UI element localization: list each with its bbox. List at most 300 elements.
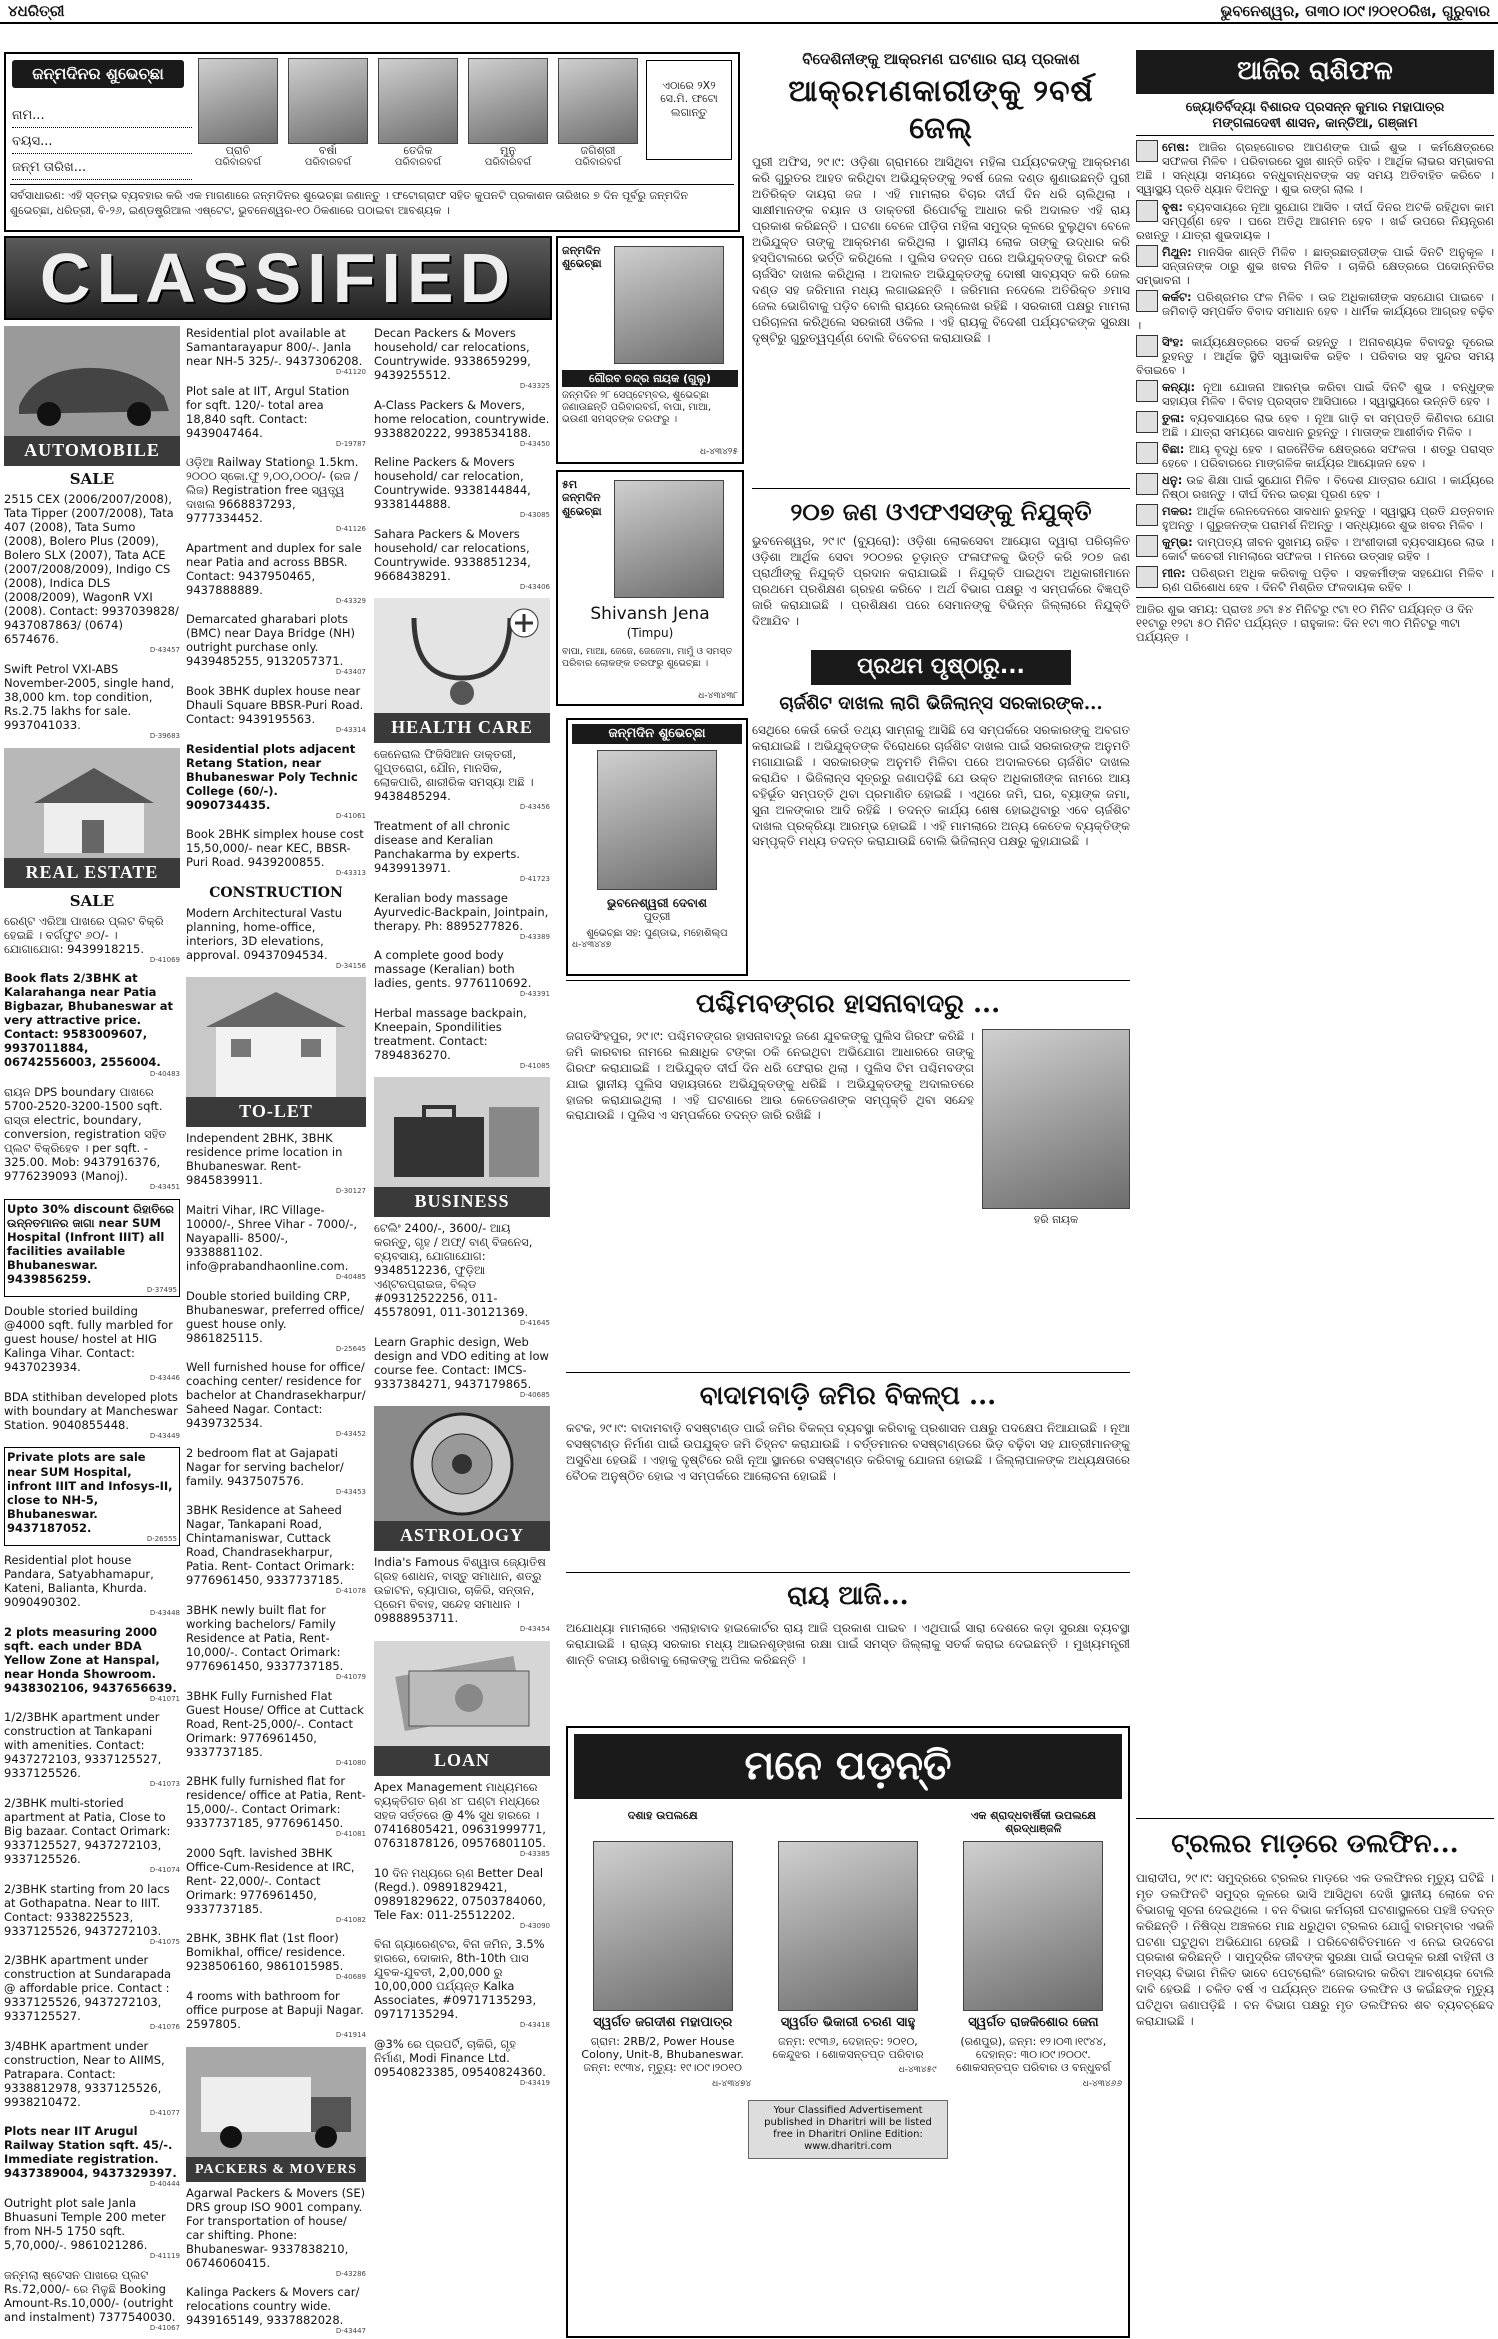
rasi-text: ବ୍ୟବସାୟରେ ନୂଆ ସୁଯୋଗ ଆସିବ । ଦୀର୍ଘ ଦିନର ଅଟକି ରହିଥିବା କାମ ସମ୍ପୂର୍ଣ୍ଣ ହେବ । ଘରେ ଅତିଥି ଆଗମନ ହେବ । ଖର୍ଚ୍ଚ ଉପରେ ନିୟନ୍ତ୍ରଣ ରଖନ୍ତୁ । ଯାତ୍ରା ଶୁଭଦାୟକ । [1136,199,1494,242]
child-name: ବର୍ଷା [318,144,338,157]
classified-ad-text: 3BHK newly built flat for working bachelors/ Family Residence at Patia, Rent- 10,000/-. Contact Orimark: 9776961450, 9337737185. [186,1602,344,1674]
real-estate-image [4,748,180,858]
first-page-headline: ଚାର୍ଜଶିଟ ଦାଖଲ ଲାଗି ଭିଜିଲାନ୍ସ ସରକାରଙ୍କ... [779,692,1103,714]
classified-ad-text: 2BHK fully furnished flat for residence/ office at Patia, Rent-15,000/-. Contact Orimark: 9337737185, 9776961450. [186,1774,366,1831]
category-to-let: TO-LET [186,1097,366,1127]
classified-ad-code: D-41723 [519,874,550,883]
zodiac-sign-icon [1136,442,1158,464]
birthday-box-3-relation: ପୁତ୍ରୀ [643,910,671,924]
classified-ad-text: ଓଡ଼ିଆ Railway Stationରୁ 1.5km. ୨୦୦୦ ସ୍କୋ.ଫୁ ୨,୦୦,୦୦୦/- (ରଜ / ଲିଜ) Registration free ସ୍ୱତ୍ତ୍ୱ ଦାଖଲ 9668837293, 9777334452. [186,455,359,526]
classified-ad [186,906,366,971]
classified-ad [4,2039,180,2118]
classified-ad-code: D-40689 [335,1973,366,1982]
rasi-name: କୁମ୍ଭ: [1162,534,1193,549]
classified-ad [374,398,550,449]
classified-ad [4,662,180,741]
classified-ad-code: D-43325 [519,382,550,391]
classified-ad-code: D-43448 [149,1609,180,1618]
rasi-text: ଦାମ୍ପତ୍ୟ ଜୀବନ ସୁଖମୟ ରହିବ । ଅଂଶୀଦାରୀ ବ୍ୟବସାୟରେ ଲାଭ । କୋର୍ଟ କଚେରୀ ମାମଲାରେ ସଫଳତା । ମନରେ ଉତ୍ସାହ ରହିବ । [1162,534,1494,563]
classified-ad [374,1006,550,1071]
classified-ad-code: D-43419 [519,2078,550,2087]
obituary-name: ସ୍ୱର୍ଗତ ଭିକାରୀ ଚରଣ ସାହୁ [780,2014,916,2030]
classified-ad [4,2268,180,2333]
child-card [558,58,638,176]
child-photo [198,58,278,144]
classified-ad-text: A complete good body massage (Keralian) both ladies, gents. 9776110692. [374,948,532,991]
birthday-box-2 [556,470,744,706]
birthday-box-1-photo [614,246,724,364]
classified-ad [186,1289,366,1354]
classified-ad-code: D-41079 [335,1673,366,1682]
sale-heading: SALE [69,469,115,488]
child-card [288,58,368,176]
classified-ad-code: D-25645 [335,1344,366,1353]
classified-ad-text: Double storied building CRP, Bhubaneswar, preferred office/ guest house only. 9861825115. [186,1288,365,1345]
classified-ad-text: Treatment of all chronic disease and Keralian Panchakarma by experts. 9439913971. [374,818,521,875]
classified-ad [374,1221,550,1328]
classified-ad-code: D-41078 [335,1587,366,1596]
to-let-image [186,977,366,1097]
story6-body: ପାରାଦୀପ, ୨୯।୯: ସମୁଦ୍ରରେ ଟ୍ରଲର ମାଡ଼ରେ ଏକ ଡଲଫିନର ମୃତ୍ୟୁ ଘଟିଛି । ମୃତ ଡଲଫିନଟି ସମୁଦ୍ର କୂଳରେ ଭାସି ଆସିଥିବା ଦେଖି ସ୍ଥାନୀୟ ଲୋକେ ବନ ବିଭାଗକୁ ସୂଚନା ଦେଇଥିଲେ । ବନ ବିଭାଗ କର୍ମଚାରୀ ଘଟଣାସ୍ଥଳରେ ପହଞ୍ଚି ତଦନ୍ତ କରିଛନ୍ତି । ନିଷିଦ୍ଧ ଅଞ୍ଚଳରେ ମାଛ ଧରୁଥିବା ଟ୍ରଲର ଯୋଗୁଁ ବାରମ୍ବାର ଏଭଳି ଘଟଣା ଘଟୁଥିବା ଅଭିଯୋଗ ହେଉଛି । ପରିବେଶବିତମାନେ ଏ ନେଇ ଉଦବେଗ ପ୍ରକାଶ କରିଛନ୍ତି । ସାମୁଦ୍ରିକ ଜୀବଙ୍କ ସୁରକ୍ଷା ପାଇଁ ଉପକୂଳ ରକ୍ଷୀ ବାହିନୀ ଓ ମତ୍ସ୍ୟ ବିଭାଗ ମିଳିତ ଭାବେ ପେଟ୍ରୋଲିଂ ଜୋରଦାର କରିବା ଆବଶ୍ୟକ ବୋଲି ଦାବି ହେଉଛି । ଚଳିତ ବର୍ଷ ଏ ପର୍ଯ୍ୟନ୍ତ ଅନେକ ଡଲଫିନ ଓ କଇଁଛଙ୍କ ମୃତ୍ୟୁ ଘଟିଥିବା ଜଣାପଡ଼ିଛି । ବନ ବିଭାଗ ପକ୍ଷରୁ ମୃତ ଡଲଫିନର ଶବ ବ୍ୟବଚ୍ଛେଦ କରାଯାଇଛି । [1136,1870,1494,2029]
classified-ad-code: D-43454 [519,1625,550,1634]
classified-ad-text: 2000 Sqft. lavished 3BHK Office-Cum-Residence at IRC, Rent- 22,000/-. Contact Orimark: 9776961450, 9337737185. [186,1845,355,1916]
classified-ad-text: 3/4BHK apartment under construction, Near to AIIMS, Patrapara. Contact: 9338812978, 9337125526, 9938210472. [4,2038,165,2109]
classified-ad [4,1710,180,1789]
story1-kicker: ବିଦେଶିନୀଙ୍କୁ ଆକ୍ରମଣ ଘଟଣାର ରାୟ ପ୍ରକାଶ [802,50,1080,68]
story2-body: ଭୁବନେଶ୍ୱର, ୨୯।୯ (ବ୍ୟୁରୋ): ଓଡ଼ିଶା ଲୋକସେବା ଆୟୋଗ ଦ୍ୱାରା ପରିଚାଳିତ ଓଡ଼ିଶା ଆର୍ଥିକ ସେବା ୨୦୦୭ର ଚୂଡ଼ାନ୍ତ ଫଳାଫଳକୁ ଭିତ୍ତି କରି ୨୦୭ ଜଣ ପ୍ରାର୍ଥୀଙ୍କୁ ନିଯୁକ୍ତି ପ୍ରଦାନ କରାଯାଇଛି । ନିଯୁକ୍ତି ପାଇଥିବା ଅଧିକାରୀମାନେ ପ୍ରଥମେ ପ୍ରଶିକ୍ଷଣ ଗ୍ରହଣ କରିବେ । ଅର୍ଥ ବିଭାଗ ପକ୍ଷରୁ ଏ ସମ୍ପର୍କରେ ବିଜ୍ଞପ୍ତି ଜାରି କରାଯାଇଛି । ପ୍ରଶିକ୍ଷଣ ପରେ ସେମାନଙ୍କୁ ବିଭିନ୍ନ ଜିଲ୍ଲାରେ ନିଯୁକ୍ତି ଦିଆଯିବ । [752,534,1130,629]
obituary-label [759,1809,936,1837]
classified-ad [374,891,550,942]
birthday-box-1 [556,236,744,464]
house-icon [4,748,180,858]
rasi-text: ପରିଶ୍ରମ ଅଧିକ କରିବାକୁ ପଡ଼ିବ । ସହକର୍ମୀଙ୍କ ସହଯୋଗ ମିଳିବ । ଋଣ ପରିଶୋଧ ହେବ । ଦିନଟି ମିଶ୍ରିତ ଫଳଦାୟକ ରହିବ । [1162,565,1494,594]
child-name: ଜଗିଶ୍ରୀ [580,144,616,157]
classified-column-3 [374,326,550,2336]
classified-ad-text: Book flats 2/3BHK at Kalarahanga near Patia Bigbazar, Bhubaneswar at very attractive price. Contact: 9583009607, 9937011884, 06742556003, 2556004. [4,971,174,1070]
zodiac-sign-icon [1136,380,1158,402]
classified-ad [4,1796,180,1875]
classified-ad-code: D-41120 [335,368,366,377]
classified-ad [374,747,550,812]
classified-ad [4,1882,180,1947]
classified-ad-text: Double storied building @4000 sqft. fully marbled for guest house/ hostel at HIG Kalinga Vihar. Contact: 9437023934. [4,1304,173,1375]
classified-ad-text: 1/2/3BHK apartment under construction at Tankapani with amenities. Contact: 9437272103, 9337125527, 9337125526. [4,1710,162,1781]
birthday-form-title: ଜନ୍ମଦିନର ଶୁଭେଚ୍ଛା [12,60,184,88]
form-field-age[interactable]: ବୟସ... [12,128,192,154]
rasi-text: ନୂଆ ଯୋଜନା ଆରମ୍ଭ କରିବା ପାଇଁ ଦିନଟି ଶୁଭ । ବନ୍ଧୁଙ୍କ ସହାୟତା ମିଳିବ । ବିବାହ ପ୍ରସ୍ତାବ ଆସିପାରେ । ସ୍ୱାସ୍ଥ୍ୟରେ ଉନ୍ନତି ହେବ । [1162,379,1494,408]
classified-ad-code: D-40685 [519,1390,550,1399]
child-photo [558,58,638,144]
rasi-entry [1136,200,1494,242]
classified-column-2 [186,326,366,2336]
story2-headline: ୨୦୭ ଜଣ ଓଏଫଏସଙ୍କୁ ନିଯୁକ୍ତି [790,497,1092,526]
story4-headline: ବାଦାମବାଡ଼ି ଜମିର ବିକଳ୍ପ ... [699,1381,997,1411]
classified-ad-code: D-43447 [335,2327,366,2336]
packers-image [186,2047,366,2157]
classified-ad-code: D-41077 [149,2108,180,2117]
birthday-box-3-header: ଜନ୍ମଦିନ ଶୁଭେଚ୍ଛା [572,724,742,744]
birthday-notice: ସର୍ବସାଧାରଣ: ଏହି ସ୍ତମ୍ଭ ବ୍ୟବହାର କରି ଏକ ମାଗଣାରେ ଜନ୍ମଦିନର ଶୁଭେଚ୍ଛା ଜଣାନ୍ତୁ । ଫଟୋଗ୍ରାଫ ସହିତ କୁପନଟି ପ୍ରକାଶନ ତାରିଖର ୭ ଦିନ ପୂର୍ବରୁ ଜନ୍ମଦିନ ଶୁଭେଚ୍ଛା, ଧରିତ୍ରୀ, ବି-୨୬, ଇଣ୍ଡଷ୍ଟ୍ରିଆଲ ଏଷ୍ଟେଟ, ଭୁବନେଶ୍ୱର-୧୦ ଠିକଣାରେ ପଠାଇବା ଆବଶ୍ୟକ । [10,184,734,219]
classified-ad [186,384,366,449]
category-packers: PACKERS & MOVERS [186,2157,366,2182]
obituary-label: ଏକ ଶ୍ରାଦ୍ଧବାର୍ଷିକୀ ଉପଲକ୍ଷେ ଶ୍ରଦ୍ଧାଞ୍ଜଳି [970,1808,1097,1836]
classified-ad-text: ବିନା ଗ୍ୟାରେଣ୍ଟର, ବିନା ଜମିନ, 3.5% ହାରରେ, ଦୋକାନ, 8th-10th ପାସ ଯୁବକ-ଯୁବତୀ, 2,00,000 ରୁ 10,00,000 ପର୍ଯ୍ୟନ୍ତ Kalka Associates, #09717135293, 09717135294. [374,1937,545,2022]
loan-image [374,1641,550,1746]
children-photo-row [198,58,638,176]
classified-ad-code: D-41069 [149,955,180,964]
classified-ad [186,1846,366,1925]
classified-ad-text: 10 ଦିନ ମଧ୍ୟରେ ଋଣ Better Deal (Regd.). 09891829421, 09891829622, 07503784060, Tele Fax: 011-25512202. [374,1865,546,1922]
birthday-box-1-header: ଜନ୍ମଦିନ ଶୁଭେଚ୍ଛା [562,244,602,271]
classified-ad [4,914,180,965]
classified-ad-code: D-39683 [149,732,180,741]
astrology-image [374,1406,550,1521]
classified-ad-code: D-41073 [149,1780,180,1789]
birthday-box-1-name: ଗୌରବ ଚନ୍ଦ୍ର ନାୟକ (ଗୁଲୁ) [562,370,738,387]
category-loan: LOAN [374,1746,550,1776]
obituary-title: ମନେ ପଡ଼ନ୍ତି [574,1734,1122,1799]
classified-ad [4,1625,180,1704]
child-card [378,58,458,176]
classified-ad-text: 4 rooms with bathroom for office purpose at Bapuji Nagar. 2597805. [186,1988,364,2031]
classified-ad-text: 3BHK Fully Furnished Flat Guest House/ Office at Cuttack Road, Rent-25,000/-. Contact Orimark: 9776961450, 9337737185. [186,1688,364,1759]
classified-ad-text: 2 bedroom flat at Gajapati Nagar for serving bachelor/ family. 9437507576. [186,1445,344,1488]
classified-ad-code: D-41081 [335,1830,366,1839]
classified-ad-code: D-43453 [335,1487,366,1496]
classified-ad-text: ଟେଲିଂ 2400/-, 3600/- ଆୟ କରନ୍ତୁ, ଗୃହ / ଅଫ୍/ ବାଣ୍ ବିଜନେସ, ବ୍ୟବସାୟ, ଯୋଗାଯୋଗ: 9348512236, ଫୁଡ଼ିଆ ଏଣ୍ଟରପ୍ରାଇଜ, ବିଲ୍ଡ #09312522256, 011-45578091, 011-30121369. [374,1221,533,1320]
classified-ad [186,612,366,677]
photo-placeholder: ଏଠାରେ ୨X୨ ସେ.ମି. ଫଟୋ ଲଗାନ୍ତୁ [646,60,732,160]
zodiac-sign-icon [1136,566,1158,588]
story-badambadi [566,1372,1130,1568]
story5-body: ଅଯୋଧ୍ୟା ମାମଲାରେ ଏଲାହାବାଦ ହାଇକୋର୍ଟର ରାୟ ଆଜି ପ୍ରକାଶ ପାଇବ । ଏଥିପାଇଁ ସାରା ଦେଶରେ କଡ଼ା ସୁରକ୍ଷା ବ୍ୟବସ୍ଥା କରାଯାଇଛି । ରାଜ୍ୟ ସରକାର ମଧ୍ୟ ଆଇନଶୃଙ୍ଖଳା ରକ୍ଷା ପାଇଁ ସମସ୍ତ ଜିଲ୍ଲାକୁ ସତର୍କ କରାଇ ଦେଇଛନ୍ତି । ମୁଖ୍ୟମନ୍ତ୍ରୀ ଶାନ୍ତି ବଜାୟ ରଖିବାକୁ ଲୋକଙ୍କୁ ଅପିଲ କରିଛନ୍ତି । [566,1620,1130,1667]
classified-ad-text: Kalinga Packers & Movers car/ relocations country wide. 9439165149, 9337882028. [186,2285,360,2328]
classified-ad [4,1199,180,1298]
classified-ad-code: D-43406 [519,582,550,591]
obituary-card [574,1809,751,2090]
classified-ad-text: A-Class Packers & Movers, home relocation, countrywide. 9338820222, 9938534188. [374,397,550,440]
classified-ad-text: Independent 2BHK, 3BHK residence prime location in Bhubaneswar. Rent- 9845839911. [186,1131,343,1188]
rasi-name: ଧନୁ: [1162,472,1183,487]
classified-ad [186,1689,366,1768]
classified-ad-text: Residential plots adjacent Retang Station, near Bhubaneswar Poly Technic College (60/-). 9090734435. [186,741,358,812]
child-family: ପରିବାରବର୍ଗ [574,157,622,169]
rasi-text: ଉଚ୍ଚ ଶିକ୍ଷା ପାଇଁ ସୁଯୋଗ ମିଳିବ । ବିଦେଶ ଯାତ୍ରାର ଯୋଗ । କାର୍ଯ୍ୟରେ ନିଷ୍ଠା ରଖନ୍ତୁ । ଦୀର୍ଘ ଦିନର ଇଚ୍ଛା ପୂରଣ ହେବ । [1162,472,1494,501]
currency-notes-icon [374,1641,550,1746]
classified-ad-text: ଜନ୍ମଲା ଷ୍ଟେସନ ପାଖରେ ପ୍ଲଟ Rs.72,000/- ରେ ମିଳୁଛି Booking Amount-Rs.10,000/- (outright and instalment) 7377540030. [4,2267,176,2324]
rasi-name: ମେଷ: [1162,140,1190,155]
story1-body: ପୁରୀ ଅଫିସ, ୨୯।୯: ଓଡ଼ିଶା ଗ୍ରାମରେ ଆସିଥିବା ମହିଳା ପର୍ଯ୍ୟଟକଙ୍କୁ ଆକ୍ରମଣ କରି ଗୁରୁତର ଆହତ କରିଥିବା ଅଭିଯୁକ୍ତଙ୍କୁ ୨ବର୍ଷ ଜେଲ ଦଣ୍ଡ ଶୁଣାଇଛନ୍ତି ପୁରୀ ଅତିରିକ୍ତ ଦାୟରା ଜଜ । ଏହି ମାମଲାର ବିଚାର ଦୀର୍ଘ ଦିନ ଧରି ଚାଲିଥିଲା । ସାକ୍ଷୀମାନଙ୍କ ବୟାନ ଓ ଡାକ୍ତରୀ ରିପୋର୍ଟକୁ ଆଧାର କରି ଅଦାଲତ ଏହି ରାୟ ପ୍ରକାଶ କରିଛନ୍ତି । ଘଟଣା ବେଳେ ପୀଡ଼ିତା ମହିଳା ସମୁଦ୍ର କୂଳରେ ବୁଲୁଥିବା ବେଳେ ଅଭିଯୁକ୍ତ ତାଙ୍କୁ ଆକ୍ରମଣ କରିଥିଲା । ସ୍ଥାନୀୟ ଲୋକ ତାଙ୍କୁ ଉଦ୍ଧାର କରି ହସ୍ପିଟାଲରେ ଭର୍ତ୍ତି କରିଥିଲେ । ପୁଲିସ ତଦନ୍ତ ପରେ ଅଭିଯୁକ୍ତଙ୍କୁ ଗିରଫ କରି ଚାର୍ଜସିଟ ଦାଖଲ କରିଥିଲା । ଅଦାଲତ ଅଭିଯୁକ୍ତଙ୍କୁ ଦୋଷୀ ସାବ୍ୟସ୍ତ କରି ଜେଲ ଦଣ୍ଡ ସହ ଜରିମାନା ମଧ୍ୟ ଲଗାଇଛନ୍ତି । ଜରିମାନା ନଦେଲେ ଅତିରିକ୍ତ ୬ମାସ ଜେଲ ଭୋଗିବାକୁ ପଡ଼ିବ ବୋଲି ରାୟରେ ଉଲ୍ଲେଖ ରହିଛି । ସରକାରୀ ପକ୍ଷରୁ ମାମଲା ପରିଚାଳନା କରିଥିଲେ ସରକାରୀ ଓକିଲ । ଏହି ରାୟକୁ ବିଦେଶୀ ପର୍ଯ୍ୟଟକଙ୍କ ସୁରକ୍ଷା ଦୃଷ୍ଟିରୁ ଗୁରୁତ୍ୱପୂର୍ଣ୍ଣ ବୋଲି ବିବେଚନା କରାଯାଉଛି । [752,155,1130,345]
classified-ad [4,2124,180,2189]
classified-ad-text: 2/3BHK starting from 20 lacs at Gothapatna. Near to IIIT. Contact: 9338225523, 9337125526, 9437272103. [4,1881,170,1938]
zodiac-sign-icon [1136,473,1158,495]
classified-ad-code: D-19787 [335,439,366,448]
classified-ad-text: BDA stithiban developed plots with boundary at Mancheswar Station. 9040855448. [4,1389,178,1432]
classified-ad-text: Well furnished house for office/ coaching center/ residence for bachelor at Chandrasekharpur/ Saheed Nagar. Contact: 9439732534. [186,1360,366,1431]
rasi-name: ମକର: [1162,503,1193,518]
classified-ad-text: Apex Management ମାଧ୍ୟମରେ ବ୍ୟକ୍ତିଗତ ଋଣ ୪୮ ଘଣ୍ଟା ମଧ୍ୟରେ ସହଜ ସର୍ତ୍ତରେ @ 4% ସୁଧ ହାରରେ । 07416805421, 09631999771, 07631878126, 09576801105. [374,1779,546,1851]
rasi-text: ଆର୍ଥିକ ଲେନଦେନରେ ସାବଧାନ ରୁହନ୍ତୁ । ସ୍ୱାସ୍ଥ୍ୟ ପ୍ରତି ଯତ୍ନବାନ ହୁଅନ୍ତୁ । ଗୁରୁଜନଙ୍କ ପରାମର୍ଶ ନିଅନ୍ତୁ । ସନ୍ଧ୍ୟାରେ ଶୁଭ ଖବର ମିଳିବ । [1162,503,1494,532]
classified-ad-code: D-30127 [335,1187,366,1196]
birthday-box-3-code: ଧ-୪୩୪୪୭ [572,940,612,951]
horoscope-column [1136,50,1494,1814]
rasi-entry [1136,442,1494,470]
child-name: ତେଜିକ [403,144,433,157]
child-name: ପ୍ରାଚି [225,144,251,157]
classified-ad [374,2037,550,2088]
birthday-box-3-desc: ଶୁଭେଚ୍ଛା ସହ: ପୁଣ୍ଡାଭ, ମହୋଶିଲ୍ପ [586,927,728,939]
dateline: ଭୁବନେଶ୍ୱର, ତା୩୦।୦୯।୨୦୧୦ରିଖ, ଗୁରୁବାର [1220,1,1490,20]
birthday-form [4,52,740,232]
classified-ad [186,1931,366,1982]
birthday-box-1-code: ଧ-୪୩୪୨୫ [699,447,738,458]
classified-ad [374,1555,550,1634]
obituary-name: ସ୍ୱର୍ଗତ ଜଗଦୀଶ ମହାପାତ୍ର [593,2014,733,2030]
classified-ad [186,1603,366,1682]
classified-ad-text: Outright plot sale Janla Bhuasuni Temple 200 meter from NH-5 1750 sqft. 5,70,000/-. 9861021286. [4,2195,166,2252]
classified-banner-text: CLASSIFIED [39,239,517,317]
obituary-details: ଜନ୍ମ: ୧୯୩୬, ଦେହାନ୍ତ: ୨୦୧୦, କେନ୍ଦୁଝର । ଶୋକସନ୍ତପ୍ତ ପରିବାର [772,2034,924,2062]
classified-ad-text: Private plots are sale near SUM Hospital, infront IIIT and Infosys-II, close to NH-5, Bhubaneswar. 9437187052. [7,1450,173,1535]
classified-ad [186,326,366,377]
classified-ad-code: D-43451 [149,1183,180,1192]
zodiac-sign-icon [1136,335,1158,357]
category-astrology: ASTROLOGY [374,1521,550,1551]
story1-headline: ଆକ୍ରମଣକାରୀଙ୍କୁ ୨ବର୍ଷ ଜେଲ୍ [788,74,1094,146]
form-field-dob[interactable]: ଜନ୍ମ ତାରିଖ... [12,154,192,180]
horoscope-author: ଜ୍ୟୋତିର୍ବିଦ୍ୟା ବିଶାରଦ ପ୍ରସନ୍ନ କୁମାର ମହାପାତ୍ର [1185,99,1445,115]
rasi-name: ମିଥୁନ: [1162,244,1192,259]
rasi-name: କର୍କଟ: [1162,289,1192,304]
rasi-entry [1136,473,1494,501]
rasi-name: ତୁଳା: [1162,410,1185,425]
story3-headline: ପଶ୍ଚିମବଙ୍ଗର ହାସନାବାଦରୁ ... [695,989,1001,1019]
classified-ad-text: Book 2BHK simplex house cost 15,50,000/- near KEC, BBSR-Puri Road. 9439200855. [186,827,364,870]
classified-ad [186,742,366,821]
obituary-photo [778,1841,918,2011]
classified-ad-code: D-41076 [149,2023,180,2032]
child-photo [378,58,458,144]
horoscope-address: ମଙ୍ଗଳାଦେଵୀ ଶାସନ, କାନ୍ତିଆ, ଗଞ୍ଜାମ [1212,115,1418,131]
child-family: ପରିବାରବର୍ଗ [484,157,532,169]
classified-ad-code: D-37495 [146,1285,177,1294]
classified-ad-text: Apartment and duplex for sale near Patia and across BBSR. Contact: 9437950465, 9437888889. [186,540,362,597]
category-health-care: HEALTH CARE [374,713,550,743]
story-dolphin [1136,1818,1494,2336]
classified-ad-code: D-41126 [335,525,366,534]
classified-ad [186,2285,366,2336]
classified-ad [4,1953,180,2032]
story3-photo [982,1029,1130,1209]
obituary-card [945,1809,1122,2090]
classified-ad [4,492,180,655]
classified-ad-code: D-43457 [149,646,180,655]
rasi-name: ମୀନ: [1162,565,1186,580]
zodiac-sign-icon [1136,200,1158,222]
health-care-image [374,598,550,713]
rasi-entry [1136,504,1494,532]
birthday-box-2-desc: ବାପା, ମାଆ, ଜେଜେ, ଜେଜେମା, ମାମୁଁ ଓ ସମସ୍ତ ପରିବାର ଲୋକଙ୍କ ତରଫରୁ ଶୁଭେଚ୍ଛା । [562,646,733,669]
classified-ad-text: Learn Graphic design, Web design and VDO editing at low course fee. Contact: IMCS- 9337384271, 9437179865. [374,1334,549,1391]
classified-ad [374,1937,550,2030]
first-page-continuation [752,650,1130,948]
classified-ad-text: Maitri Vihar, IRC Village- 10000/-, Shree Vihar - 7000/-, Nayapalli- 8500/-, 9338881102. info@prabandhaonline.com. [186,1202,358,1274]
classified-ad-code: D-43090 [519,1921,550,1930]
story4-body: କଟକ, ୨୯।୯: ବାଦାମବାଡ଼ି ବସଷ୍ଟାଣ୍ଡ ପାଇଁ ଜମିର ବିକଳ୍ପ ବ୍ୟବସ୍ଥା କରିବାକୁ ପ୍ରଶାସନ ପକ୍ଷରୁ ପଦକ୍ଷେପ ନିଆଯାଇଛି । ନୂଆ ବସଷ୍ଟାଣ୍ଡ ନିର୍ମାଣ ପାଇଁ ଉପଯୁକ୍ତ ଜମି ଚିହ୍ନଟ କରାଯାଉଛି । ବର୍ତ୍ତମାନର ବସଷ୍ଟାଣ୍ଡରେ ଭିଡ଼ ବଢ଼ିବା ସହ ଯାତ୍ରୀମାନଙ୍କୁ ଅସୁବିଧା ହେଉଛି । ଏହାକୁ ଦୃଷ୍ଟିରେ ରଖି ନୂଆ ସ୍ଥାନରେ ବସଷ୍ଟାଣ୍ଡ କରିବାକୁ ଯୋଜନା ହୋଇଛି । ଜିଲ୍ଲାପାଳଙ୍କ ଅଧ୍ୟକ୍ଷତାରେ ବୈଠକ ଅନୁଷ୍ଠିତ ହୋଇ ଏ ସମ୍ପର୍କରେ ଆଲୋଚନା ହୋଇଛି । [566,1420,1130,1483]
obituary-photo [593,1841,733,2011]
obituary-code: ଧ-୪୩୪୫୯ [898,2065,937,2076]
classified-ad-text: Reline Packers & Movers household/ car relocation, Countrywide. 9338144844, 9338144888. [374,455,531,512]
zodiac-sign-icon [1136,504,1158,526]
classified-ad [186,827,366,878]
form-field-name[interactable]: ନାମ... [12,102,192,128]
classified-ad-text: Residential plot house Pandara, Satyabhamapur, Kateni, Balianta, Khurda. 9090490302. [4,1553,154,1610]
birthday-box-2-photo [614,480,724,598]
birthday-box-3-photo [597,750,717,890]
classified-ad-text: Decan Packers & Movers household/ car relocations, Countrywide. 9338659299, 9439255512. [374,326,531,383]
classified-ad-text: Demarcated gharabari plots (BMC) near Daya Bridge (NH) outright purchase only. 9439485255, 9132057371. [186,612,356,669]
birthday-box-2-nick: (Timpu) [626,626,674,640]
rasi-name: କନ୍ୟା: [1162,379,1196,394]
classified-ad-code: D-43391 [519,990,550,999]
classified-banner [4,236,552,320]
story5-headline: ରାୟ ଆଜି... [787,1581,909,1611]
rasi-entry [1136,335,1494,377]
horoscope-footer: ଆଜିର ଶୁଭ ସମୟ: ପ୍ରାତଃ ୬ଟା ୫୪ ମିନିଟରୁ ୯ଟା ୧୦ ମିନିଟ ପର୍ଯ୍ୟନ୍ତ ଓ ଦିନ ୧୧ଟାରୁ ୧୨ଟା ୫୦ ମିନିଟ ପର୍ଯ୍ୟନ୍ତ । ରାହୁକାଳ: ଦିନ ୧ଟା ୩୦ ମିନିଟରୁ ୩ଟା ପର୍ଯ୍ୟନ୍ତ । [1136,601,1474,644]
story-ofs-appointment [752,488,1130,646]
classified-ad-text: Agarwal Packers & Movers (SE) DRS group ISO 9001 company. For transportation of house/ car shifting. Phone: Bhubaneswar- 9337838210, 06746060415. [186,2185,366,2270]
classified-ad-code: D-43407 [335,668,366,677]
classified-ad [186,541,366,606]
birthday-box-2-header: ୫ମ ଜନ୍ମଦିନ ଶୁଭେଚ୍ଛା [562,478,602,518]
classified-ad-code: D-43389 [519,932,550,941]
obituary-photo [963,1841,1103,2011]
stethoscope-icon [374,598,550,713]
classified-ad-code: D-41914 [335,2031,366,2040]
classified-ad [4,1390,180,1441]
classified-ad [374,819,550,884]
rasi-text: ଆଜିର ଗ୍ରହଗୋଚର ଆପଣଙ୍କ ପାଇଁ ଶୁଭ । କର୍ମକ୍ଷେତ୍ରରେ ସଫଳତା ମିଳିବ । ପରିବାରରେ ସୁଖ ଶାନ୍ତି ରହିବ । ଆର୍ଥିକ ଲାଭର ସମ୍ଭାବନା ଅଛି । ସନ୍ଧ୍ୟା ସମୟରେ ବନ୍ଧୁବାନ୍ଧବଙ୍କ ସହ ସମୟ ଅତିବାହିତ କରିବେ । ସ୍ୱାସ୍ଥ୍ୟ ପ୍ରତି ଧ୍ୟାନ ଦିଅନ୍ତୁ । ଶୁଭ ରଙ୍ଗ ଲାଲ । [1136,140,1494,197]
classified-ad-text: 2BHK, 3BHK flat (1st floor) Bomikhal, office/ residence. 9238506160, 9861015985. [186,1931,346,1974]
classified-ad-text: ଜେନେରାଲ ଫିଜିସିଆନ ଡାକ୍ତରୀ, ଗୁପ୍ତରୋଗ, ଯୌନ, ମାନସିକ, ଲୋକପାରି, ଶାରୀରିକ ସମସ୍ୟା ଅଛି । 9438485294. [374,747,534,804]
obituary-details: ଗ୍ରାମ: 2RB/2, Power House Colony, Unit-8, Bhubaneswar. ଜନ୍ମ: ୧୯୩୪, ମୃତ୍ୟୁ: ୧୯।୦୯।୨୦୧୦ [581,2034,744,2075]
classified-ad [186,2186,366,2279]
category-automobile: AUTOMOBILE [4,436,180,466]
classified-ad [186,455,366,534]
rasi-text: ମାନସିକ ଶାନ୍ତି ମିଳିବ । ଛାତ୍ରଛାତ୍ରୀଙ୍କ ପାଇଁ ଦିନଟି ଅନୁକୂଳ । ସନ୍ତାନଙ୍କ ଠାରୁ ଶୁଭ ଖବର ମିଳିବ । ଚାକିରି କ୍ଷେତ୍ରରେ ପଦୋନ୍ନତିର ସମ୍ଭାବନା । [1136,244,1494,287]
briefcase-icon [374,1077,550,1187]
classified-ad-code: D-43314 [335,726,366,735]
zodiac-sign-icon [1136,140,1158,162]
rasi-entry [1136,245,1494,287]
classified-ad-text: 2/3BHK multi-storied apartment at Patia, Close to Big bazaar. Contact Orimark: 9337125527, 9437272103, 9337125526. [4,1795,171,1866]
classified-column-1 [4,326,180,2336]
car-icon [4,326,180,436]
child-family: ପରିବାରବର୍ଗ [214,157,262,169]
classified-ad-text: Plot sale at IIT, Argul Station for sqft. 120/- total area 18,840 sqft. Contact: 9439047464. [186,383,350,440]
story-verdict [566,1572,1130,1722]
classified-ad [374,948,550,999]
obituary-code: ଧ-୪୩୪୬୬ [1082,2078,1122,2089]
truck-icon [186,2047,366,2157]
classified-ad-text: 2515 CEX (2006/2007/2008), Tata Tipper (2007/2008), Tata 407 (2008), Tata Sumo (2008), Bolero Plus (2009), Bolero SLX (2007), Tata ACE (2007/2008/2009), Indigo CS (2008), Indica DLS (2008/2009), WagonR VXI (2008). Contact: 9937039828/ 9437087863/ (0674) 6574676. [4,492,179,647]
obituary-label: ଦଶାହ ଉପଲକ୍ଷେ [627,1808,698,1822]
classified-ad [374,527,550,592]
page-number: ୪ଧରିତ୍ରୀ [8,1,65,20]
classified-ad-text: 2/3BHK apartment under construction at Sundarapada @ affordable price. Contact : 9337125526, 9437272103, 9337125527. [4,1953,172,2024]
child-card [198,58,278,176]
classified-ad [186,1131,366,1196]
building-icon [186,977,366,1097]
classified-ad-code: D-43286 [335,2269,366,2278]
sale-heading-2: SALE [69,891,115,910]
obituary-details: (ରଣପୁର), ଜନ୍ମ: ୧୨।୦୩।୧୯୪୪, ଦେହାନ୍ତ: ୩୦।୦୯।୨୦୦୯. ଶୋକସନ୍ତପ୍ତ ପରିବାର ଓ ବନ୍ଧୁବର୍ଗ [956,2034,1111,2075]
classified-ad-code: D-41074 [149,1866,180,1874]
classified-ad-code: D-43313 [335,869,366,878]
classified-ad-text: Keralian body massage Ayurvedic-Backpain, Jointpain, therapy. Ph: 8895277826. [374,890,549,933]
child-family: ପରିବାରବର୍ଗ [304,157,352,169]
classified-ad-code: D-26555 [146,1534,177,1543]
rasi-text: ଆୟ ବୃଦ୍ଧି ହେବ । ରାଜନୈତିକ କ୍ଷେତ୍ରରେ ସଫଳତା । ଶତ୍ରୁ ପରାସ୍ତ ହେବେ । ପରିବାରରେ ମାଙ୍ଗଳିକ କାର୍ଯ୍ୟର ଆୟୋଜନ ହେବ । [1162,441,1494,470]
classified-ad [4,1447,180,1546]
first-page-label: ପ୍ରଥମ ପୃଷ୍ଠାରୁ... [811,650,1071,685]
classified-ad-code: D-43329 [335,596,366,605]
child-family: ପରିବାରବର୍ଗ [394,157,442,169]
obituary-name: ସ୍ୱର୍ଗତ ରାଜକିଶୋର ଜେନା [968,2014,1099,2030]
zodiac-sign-icon [1136,245,1158,267]
classified-ad-code: D-43418 [519,2021,550,2030]
classified-ad [186,1774,366,1839]
classified-ad-code: D-43450 [519,439,550,448]
classified-ad [374,1866,550,1931]
classified-ad [4,1304,180,1383]
classified-ad-text: Modern Architectural Vastu planning, home-office, interiors, 3D elevations, approval. 09437094534. [186,905,343,962]
classified-ad-code: D-34156 [335,961,366,970]
zodiac-sign-icon [1136,411,1158,433]
classified-ad-text: Swift Petrol VXI-ABS November-2005, single hand, 38,000 km. top condition, Rs.2.75 lakhs for sale. 9937041033. [4,661,175,733]
classified-ad [4,1553,180,1618]
classified-ad-code: D-41080 [335,1758,366,1767]
rasi-name: ସିଂହ: [1162,334,1184,349]
story-hasnabad [566,980,1130,1370]
story3-photo-caption: ହରି ନାୟକ [1033,1212,1079,1226]
rasi-entry [1136,380,1494,408]
child-card [468,58,548,176]
horoscope-title: ଆଜିର ରାଶିଫଳ [1136,50,1494,94]
obituary-code: ଧ-୪୩୪୭୪ [712,2078,752,2089]
rasi-text: ବ୍ୟବସାୟରେ ଲାଭ ହେବ । ନୂଆ ଗାଡ଼ି ବା ସମ୍ପତ୍ତି କିଣିବାର ଯୋଗ ଅଛି । ଯାତ୍ରା ସମୟରେ ସାବଧାନ ରୁହନ୍ତୁ । ମାତାଙ୍କ ଆଶୀର୍ବାଦ ମିଳିବ । [1162,410,1494,439]
classified-ad-text: 2 plots measuring 2000 sqft. each under BDA Yellow Zone at Hanspal, near Honda Showroom. 9438302106, 9437656639. [4,1624,177,1695]
classified-ad-code: D-43452 [335,1430,366,1439]
classified-ad-text: Residential plot available at Samantarayapur 800/-. Janla near NH-5 325/-. 9437306208. [186,326,363,369]
birthday-box-2-name: Shivansh Jena [590,604,710,624]
first-page-body: ସେଥିରେ କେଉଁ କେଉଁ ତଥ୍ୟ ସାମ୍ନାକୁ ଆସିଛି ସେ ସମ୍ପର୍କରେ ସରକାରଙ୍କୁ ଅବଗତ କରାଯାଇଛି । ଅଭିଯୁକ୍ତଙ୍କ ବିରୋଧରେ ଚାର୍ଜଶିଟ ଦାଖଲ ପାଇଁ ସରକାରଙ୍କ ଅନୁମତି ମଗାଯାଇଛି । ସରକାରଙ୍କ ଅନୁମତି ମିଳିବା ପରେ ଅଦାଲତରେ ଚାର୍ଜଶିଟ ଦାଖଲ କରାଯିବ । ଭିଜିଲାନ୍ସ ସୂତ୍ରରୁ ଜଣାପଡ଼ିଛି ଯେ ଉକ୍ତ ଅଧିକାରୀଙ୍କ ନାମରେ ଆୟ ବହିର୍ଭୂତ ସମ୍ପତ୍ତି ଥିବା ପ୍ରମାଣିତ ହୋଇଛି । ଏଥିରେ ଜମି, ଘର, ବ୍ୟାଙ୍କ ଜମା, ସୁନା ଅଳଙ୍କାର ଆଦି ରହିଛି । ତଦନ୍ତ କାର୍ଯ୍ୟ ଶେଷ ହୋଇଥିବାରୁ ଏବେ ଚାର୍ଜଶିଟ ଦାଖଲ ପ୍ରକ୍ରିୟା ଆରମ୍ଭ ହୋଇଛି । ଏହି ମାମଲାରେ ଅନ୍ୟ କେତେକ ବ୍ୟକ୍ତିଙ୍କ ସମ୍ପୃକ୍ତି ମଧ୍ୟ ତଦନ୍ତ କରାଯାଉଛି ବୋଲି ଭିଜିଲାନ୍ସ ପକ୍ଷରୁ କୁହାଯାଇଛି । [752,722,1130,849]
birthday-box-3-name: ଭୁବନେଶ୍ୱରୀ ଦେବାଶ [607,895,707,910]
classified-ad-code: D-43446 [149,1374,180,1383]
classified-ad-text: Book 3BHK duplex house near Dhauli Square BBSR-Puri Road. Contact: 9439195563. [186,683,364,726]
classified-ad-code: D-41119 [149,2252,180,2260]
classified-ad-code: D-41061 [335,811,366,820]
classified-ad [4,971,180,1078]
birthday-box-3 [566,718,748,976]
classified-ad-code: D-40485 [335,1273,366,1282]
classified-ad-code: D-41067 [149,2323,180,2332]
classified-ad-code: D-41085 [519,1061,550,1070]
rasi-entry [1136,566,1494,594]
classified-ad-text: Sahara Packers & Movers household/ car relocations, Countrywide. 9338851234, 9668438291. [374,526,531,583]
classified-ad-text: Plots near IIT Arugul Railway Station sqft. 45/-. Immediate registration. 9437389004, 9437329397. [4,2124,177,2181]
zodiac-wheel-icon [374,1406,550,1521]
